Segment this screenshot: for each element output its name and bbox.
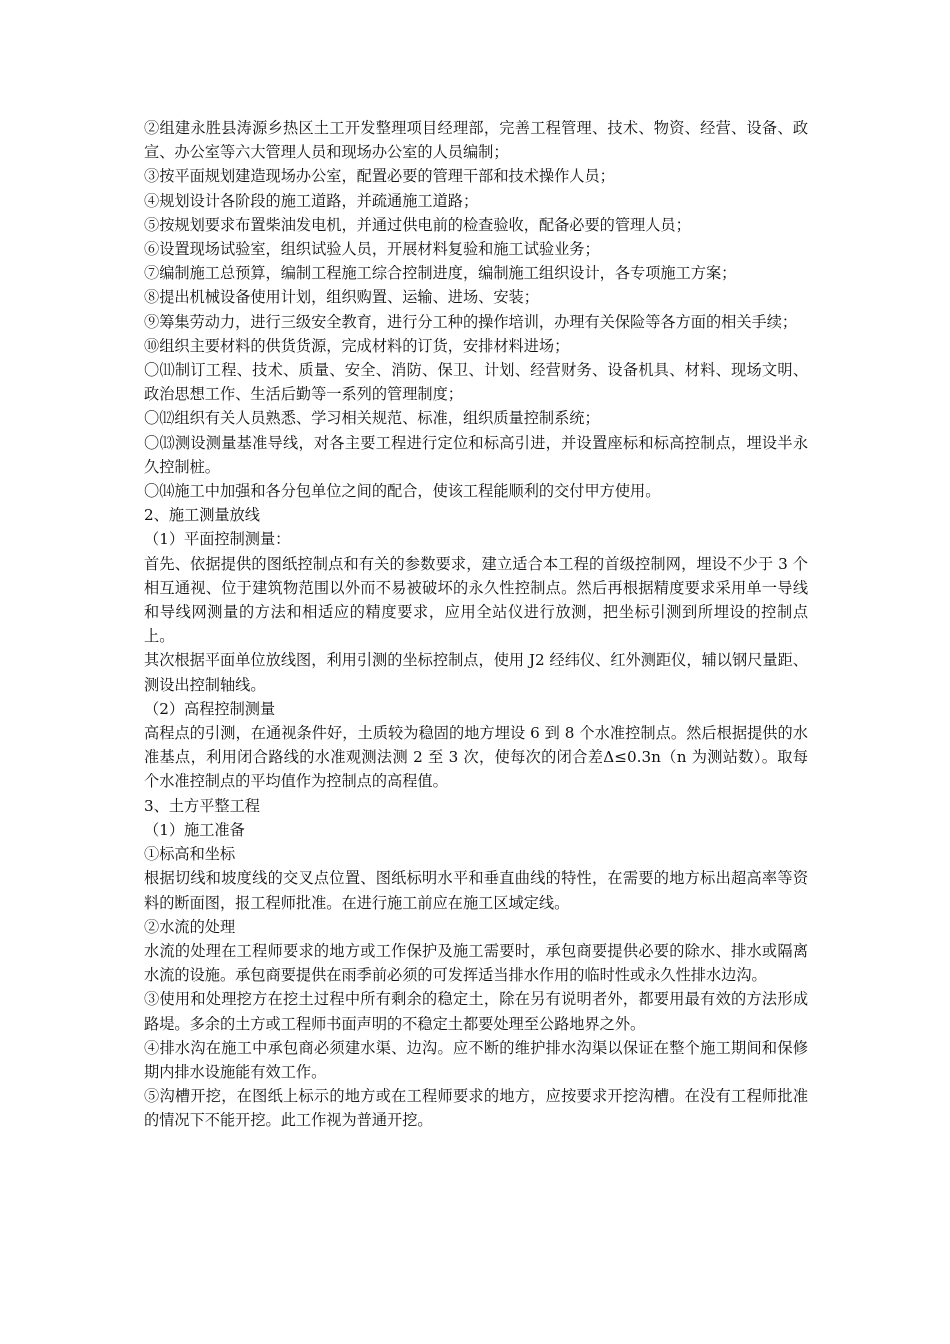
paragraph-management-rules: 〇⑾制订工程、技术、质量、安全、消防、保卫、计划、经营财务、设备机具、材料、现场文明、政治思想工作、生活后勤等一系列的管理制度； <box>144 361 808 404</box>
paragraph-control-network: 首先、依据提供的图纸控制点和有关的参数要求，建立适合本工程的首级控制网，埋设不少于 3 个相互通视、位于建筑物范围以外而不易被破坏的永久性控制点。然后再根据精度要求采用单一导线和导线网测量的方法和相适应的精度要求，应用全站仪进行放测，把坐标引测到所埋设的控制点上。 <box>144 554 808 646</box>
paragraph-budget: ⑦编制施工总预算，编制工程施工综合控制进度，编制施工组织设计，各专项施工方案； <box>144 264 737 283</box>
paragraph-quality-control: 〇⑿组织有关人员熟悉、学习相关规范、标准，组织质量控制系统； <box>144 409 600 428</box>
paragraph-excavated-soil: ③使用和处理挖方在挖土过程中所有剩余的稳定土，除在另有说明者外，都要用最有效的方法形成路堤。多余的土方或工程师书面声明的不稳定土都要处理至公路地界之外。 <box>144 990 808 1033</box>
section-heading-survey: 2、施工测量放线 <box>144 506 260 525</box>
item-heading-elevation: ①标高和坐标 <box>144 845 236 864</box>
paragraph-materials: ⑩组织主要材料的供货货源，完成材料的订货，安排材料进场； <box>144 336 570 355</box>
paragraph-test-lab: ⑥设置现场试验室，组织试验人员，开展材料复验和施工试验业务； <box>144 240 600 259</box>
paragraph-drainage-facilities: 水流的处理在工程师要求的地方或工作保护及施工需要时，承包商要提供必要的除水、排水或隔离水流的设施。承包商要提供在雨季前必须的可发挥适当排水作用的临时性或永久性排水边沟。 <box>144 941 808 985</box>
subheading-preparation: （1）施工准备 <box>144 820 245 839</box>
paragraph-diesel-generator: ⑤按规划要求布置柴油发电机，并通过供电前的检查验收，配备必要的管理人员； <box>144 215 691 234</box>
subheading-plane-control: （1）平面控制测量： <box>144 530 291 549</box>
subheading-elevation-control: （2）高程控制测量 <box>144 699 276 718</box>
paragraph-site-office: ③按平面规划建造现场办公室，配置必要的管理干部和技术操作人员； <box>144 167 615 186</box>
section-heading-earthwork: 3、土方平整工程 <box>144 796 260 815</box>
paragraph-benchmarks: 高程点的引测，在通视条件好，土质较为稳固的地方埋设 6 到 8 个水准控制点。然后根据提供的水准基点，利用闭合路线的水准观测法测 2 至 3 次，使每次的闭合差Δ≤0.3n（n 为测站数）。取每个水准控制点的平均值作为控制点的高程值。 <box>144 724 808 791</box>
document-page <box>144 116 808 1133</box>
paragraph-survey-baseline: 〇⒀测设测量基准导线，对各主要工程进行定位和标高引进，并设置座标和标高控制点，埋设半永久控制桩。 <box>144 433 808 476</box>
paragraph-axis-layout: 其次根据平面单位放线图，利用引测的坐标控制点，使用 J2 经纬仪、红外测距仪，辅以钢尺量距、测设出控制轴线。 <box>144 651 808 694</box>
paragraph-labor: ⑨筹集劳动力，进行三级安全教育，进行分工种的操作培训，办理有关保险等各方面的相关手续； <box>144 312 798 331</box>
item-heading-water: ②水流的处理 <box>144 917 236 936</box>
paragraph-cross-sections: 根据切线和坡度线的交叉点位置、图纸标明水平和垂直曲线的特性，在需要的地方标出超高率等资料的断面图，报工程师批准。在进行施工前应在施工区域定线。 <box>144 869 808 912</box>
paragraph-trench-excavation: ⑤沟槽开挖，在图纸上标示的地方或在工程师要求的地方，应按要求开挖沟槽。在没有工程师批准的情况下不能开挖。此工作视为普通开挖。 <box>144 1087 808 1130</box>
paragraph-equipment-plan: ⑧提出机械设备使用计划，组织购置、运输、进场、安装； <box>144 288 539 307</box>
paragraph-manager-dept: ②组建永胜县涛源乡热区土工开发整理项目经理部，完善工程管理、技术、物资、经营、设备、政宣、办公室等六大管理人员和现场办公室的人员编制； <box>144 119 808 162</box>
paragraph-construction-roads: ④规划设计各阶段的施工道路，并疏通施工道路； <box>144 191 479 210</box>
paragraph-ditches: ④排水沟在施工中承包商必须建水渠、边沟。应不断的维护排水沟渠以保证在整个施工期间和保修期内排水设施能有效工作。 <box>144 1038 808 1081</box>
paragraph-coordination: 〇⒁施工中加强和各分包单位之间的配合，使该工程能顺利的交付甲方使用。 <box>144 482 661 501</box>
